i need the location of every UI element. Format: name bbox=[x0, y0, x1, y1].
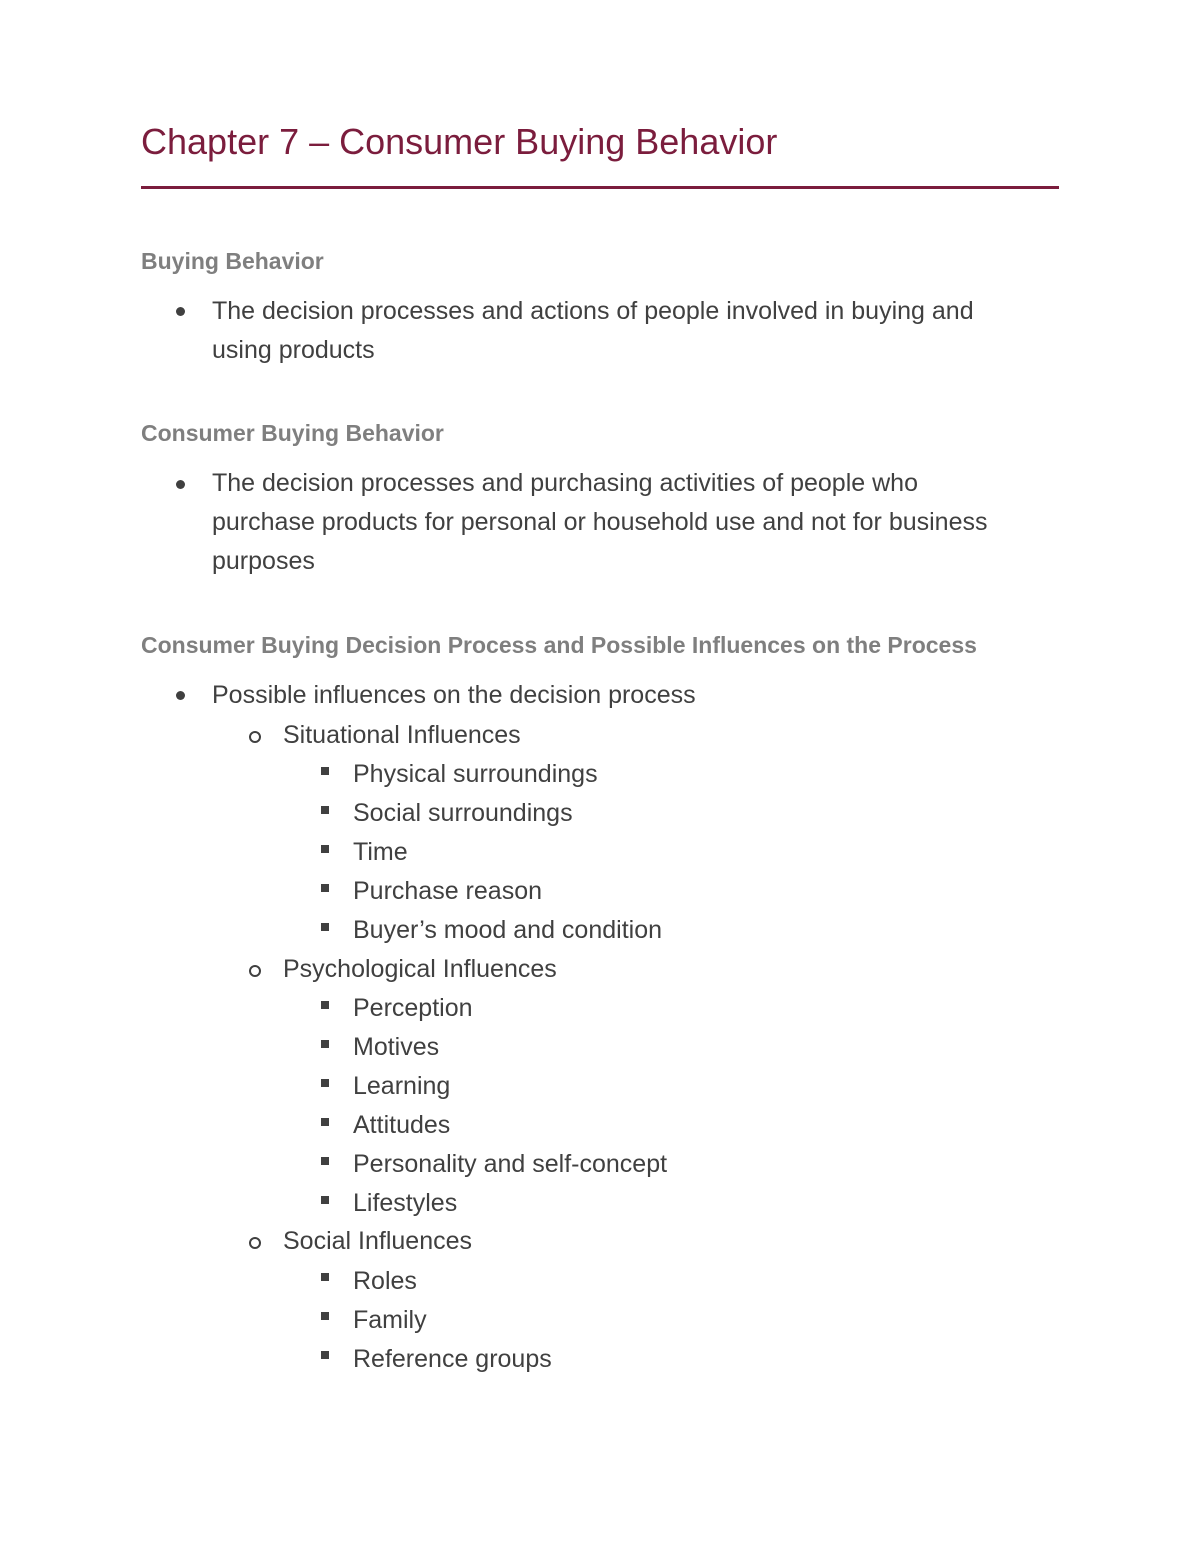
section-heading-consumer-buying-behavior: Consumer Buying Behavior bbox=[141, 420, 444, 446]
bullet-icon bbox=[176, 691, 185, 700]
square-bullet-icon bbox=[321, 1118, 329, 1126]
circle-bullet-icon bbox=[249, 965, 261, 977]
square-bullet-icon bbox=[321, 767, 329, 775]
square-bullet-icon bbox=[321, 884, 329, 892]
list-item: Family bbox=[353, 1306, 427, 1334]
text-line: using products bbox=[212, 336, 375, 364]
text-line: purposes bbox=[212, 547, 315, 575]
list-item: Physical surroundings bbox=[353, 760, 598, 788]
list-item: Attitudes bbox=[353, 1111, 451, 1139]
definition-text bbox=[212, 292, 1062, 370]
group-label: Situational Influences bbox=[283, 721, 521, 749]
list-item: Lifestyles bbox=[353, 1189, 458, 1217]
square-bullet-icon bbox=[321, 1312, 329, 1320]
list-item: Social surroundings bbox=[353, 799, 573, 827]
list-item: Possible influences on the decision process bbox=[212, 681, 696, 709]
page-title: Chapter 7 – Consumer Buying Behavior bbox=[141, 121, 778, 162]
list-item: Learning bbox=[353, 1072, 451, 1100]
list-item: Time bbox=[353, 838, 408, 866]
text-line: The decision processes and actions of people involved in buying and bbox=[212, 297, 974, 325]
circle-bullet-icon bbox=[249, 1237, 261, 1249]
list-item: Personality and self-concept bbox=[353, 1150, 668, 1178]
list-item: Purchase reason bbox=[353, 877, 543, 905]
group-label: Psychological Influences bbox=[283, 955, 557, 983]
list-item: Perception bbox=[353, 994, 473, 1022]
square-bullet-icon bbox=[321, 1196, 329, 1204]
square-bullet-icon bbox=[321, 806, 329, 814]
section-heading-decision-process: Consumer Buying Decision Process and Possible Influences on the Process bbox=[141, 632, 977, 658]
square-bullet-icon bbox=[321, 1001, 329, 1009]
list-item: Motives bbox=[353, 1033, 440, 1061]
square-bullet-icon bbox=[321, 845, 329, 853]
list-item: Roles bbox=[353, 1267, 417, 1295]
bullet-icon bbox=[176, 307, 185, 316]
square-bullet-icon bbox=[321, 1273, 329, 1281]
square-bullet-icon bbox=[321, 1157, 329, 1165]
list-item: Buyer’s mood and condition bbox=[353, 916, 662, 944]
square-bullet-icon bbox=[321, 923, 329, 931]
section-heading-buying-behavior: Buying Behavior bbox=[141, 248, 324, 274]
list-item: Reference groups bbox=[353, 1345, 552, 1373]
square-bullet-icon bbox=[321, 1079, 329, 1087]
title-divider bbox=[141, 186, 1059, 189]
square-bullet-icon bbox=[321, 1351, 329, 1359]
text-line: The decision processes and purchasing activities of people who bbox=[212, 469, 918, 497]
group-label: Social Influences bbox=[283, 1227, 473, 1255]
circle-bullet-icon bbox=[249, 731, 261, 743]
text-line: purchase products for personal or household use and not for business bbox=[212, 508, 988, 536]
bullet-icon bbox=[176, 480, 185, 489]
definition-text bbox=[212, 464, 1062, 581]
square-bullet-icon bbox=[321, 1040, 329, 1048]
